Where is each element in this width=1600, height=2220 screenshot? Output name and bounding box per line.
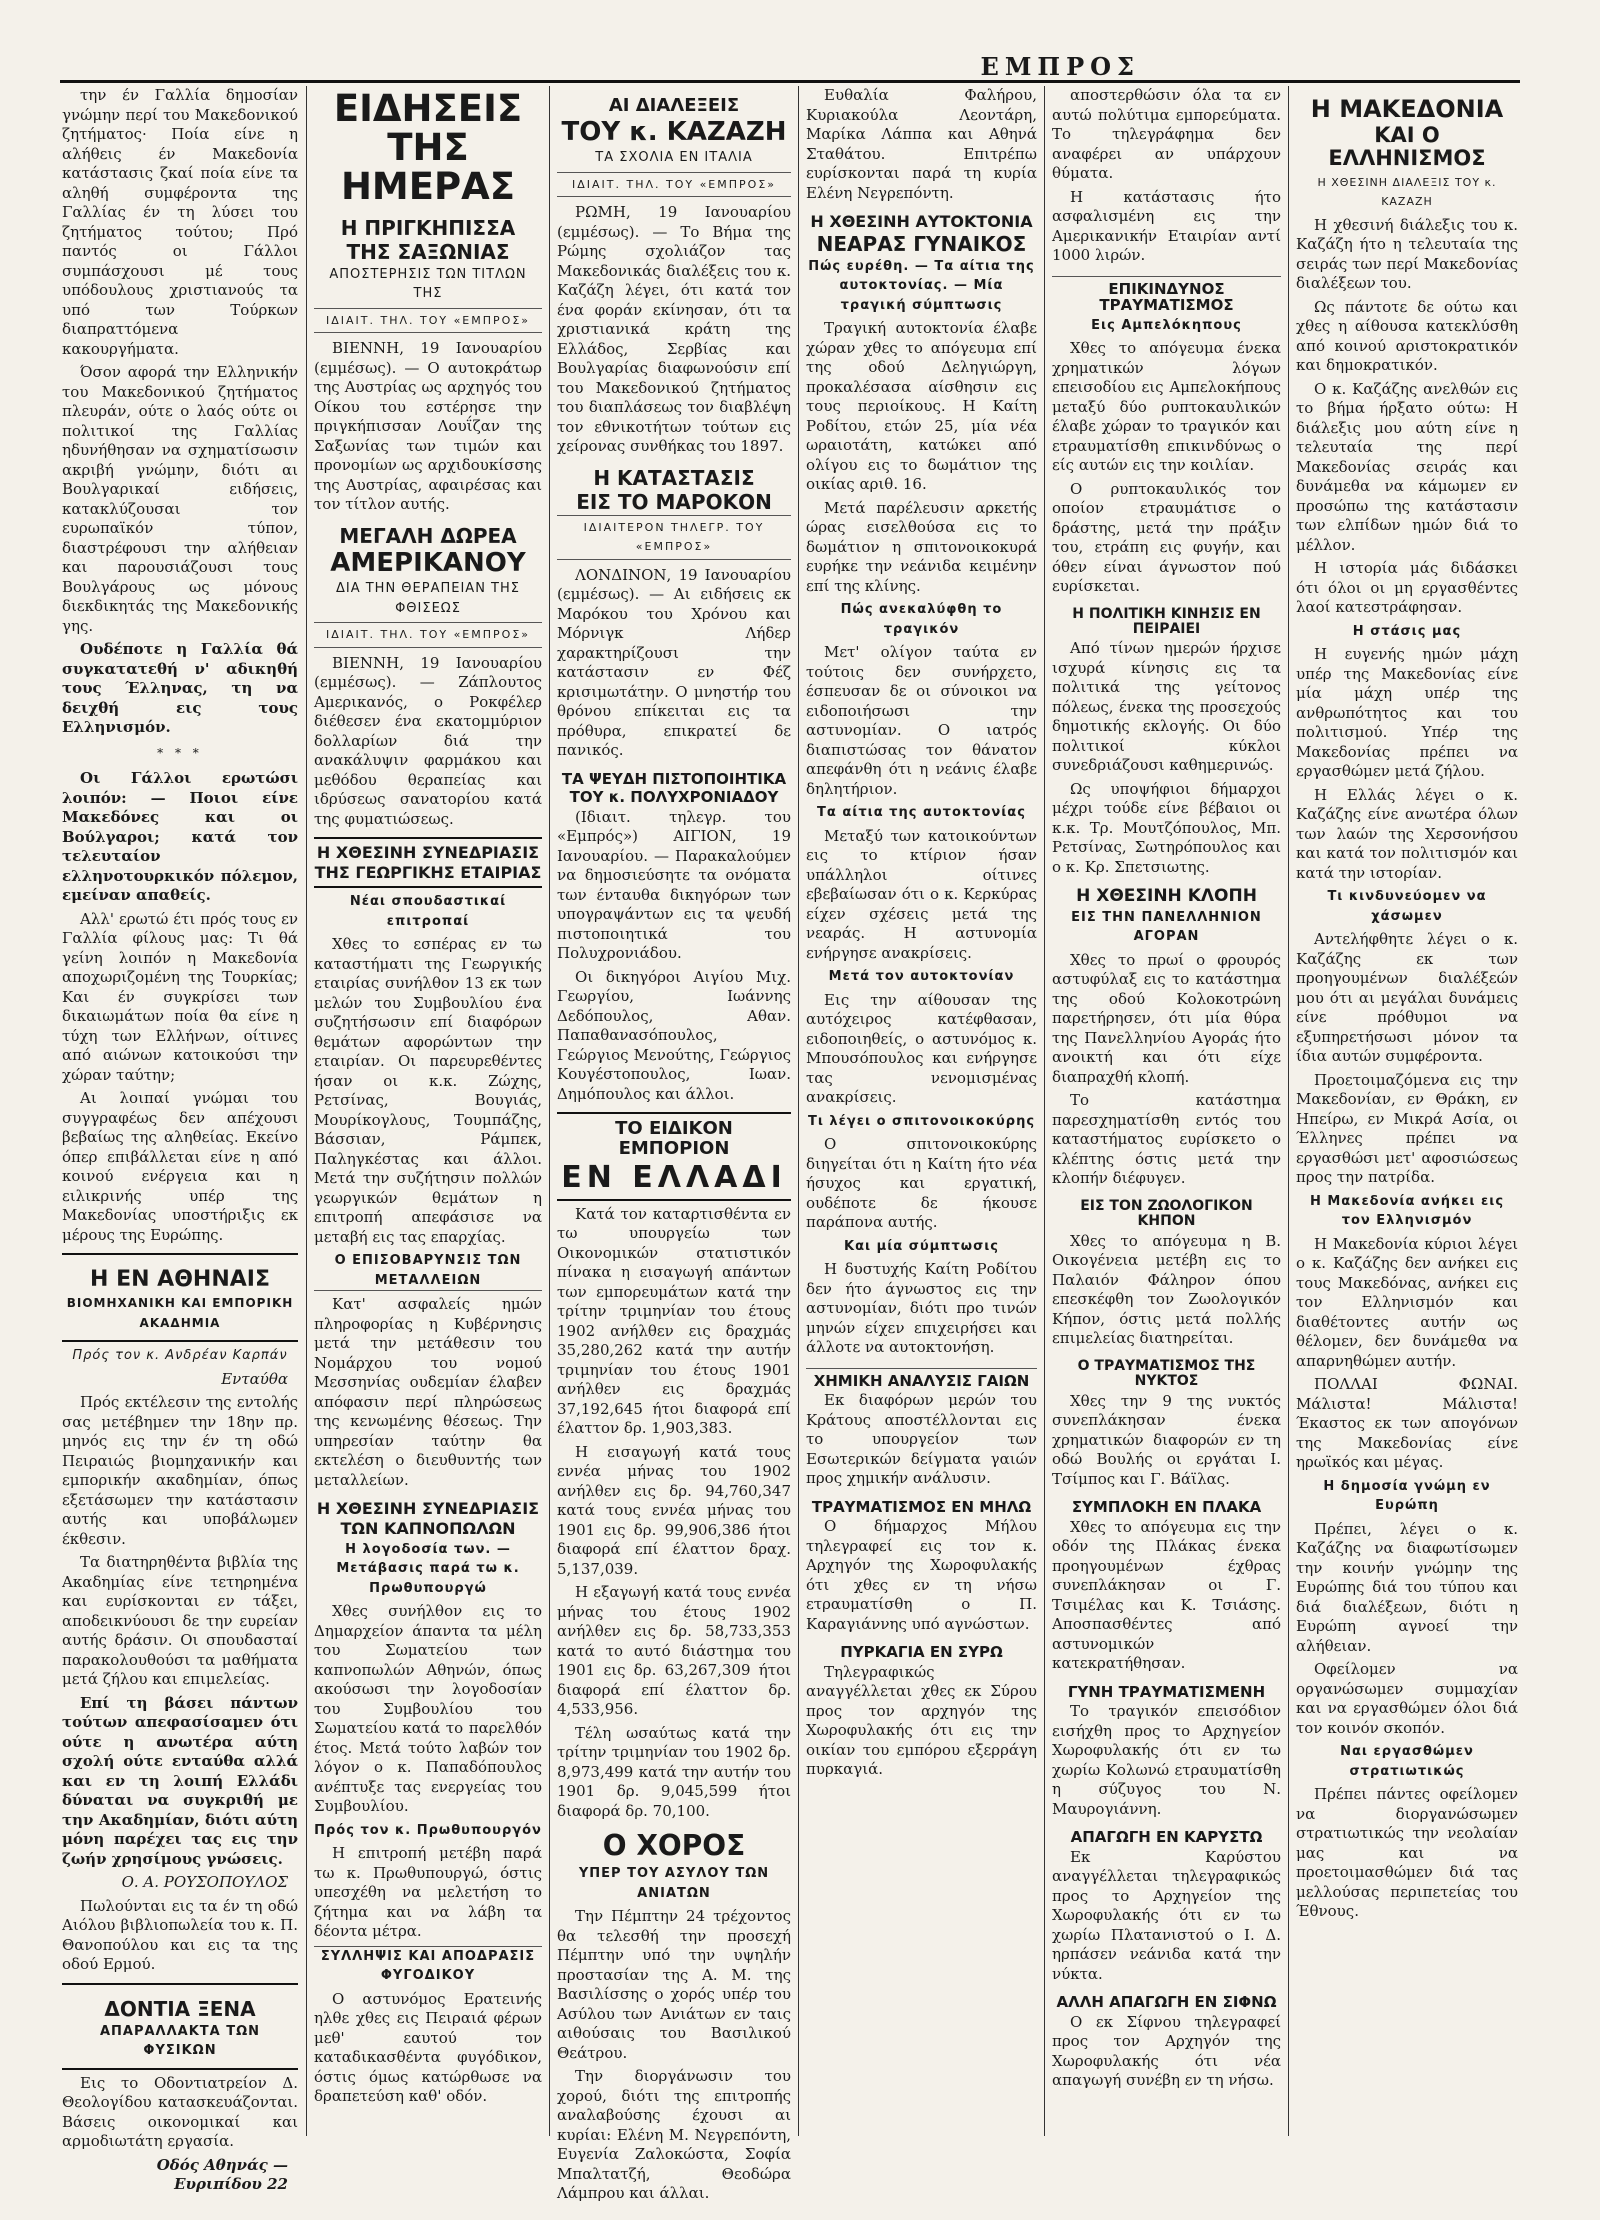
headline: ΤΟΥ κ. ΚΑΖΑΖΗ	[561, 116, 787, 147]
headline: Η ΕΝ ΑΘΗΝΑΙΣ	[90, 1267, 270, 1292]
headline: ΤΟΥ κ. ΠΟΛΥΧΡΟΝΙΑΔΟΥ	[569, 788, 779, 807]
lead-line: Μετά τον αυτοκτονίαν	[828, 969, 1015, 985]
lead-line: Και μία σύμπτωσις	[844, 1238, 999, 1254]
article-paragraph: Την Πέμπτην 24 τρέχοντος θα τελεσθή την προσεχή Πέμπτην υπό την υψηλήν προστασίαν της Α. Μ. της Βασιλίσσης ο χορός υπέρ του Ασύλου των Ανιάτων εν ταις αιθούσαις του Βασιλικού Θεάτρου.	[557, 1907, 791, 2062]
article-paragraph: Τηλεγραφικώς αναγγέλλεται χθες εκ Σύρου προς τον αρχηγόν της Χωροφυλακής ότι εις την οικίαν του εμπόρου εξερράγη πυρκαγιά.	[806, 1662, 1037, 1779]
headline: ΑΜΕΡΙΚΑΝΟΥ	[330, 547, 526, 578]
headline: Η ΧΘΕΣΙΝΗ ΑΥΤΟΚΤΟΝΙΑ	[810, 212, 1033, 231]
headline: ΝΕΑΡΑΣ ΓΥΝΑΙΚΟΣ	[816, 231, 1027, 256]
headline: ΤΟ ΕΙΔΙΚΟΝ ΕΜΠΟΡΙΟΝ	[615, 1118, 733, 1160]
headline: Ο ΕΠΙΣΟΒΑΡΥΝΣΙΣ ΤΩΝ ΜΕΤΑΛΛΕΙΩΝ	[314, 1251, 542, 1291]
article-paragraph: Επί τη βάσει πάντων τούτων απεφασίσαμεν ότι ούτε η ανωτέρα αύτη σχολή ούτε ενταύθα αλλά και εν τη λοιπή Ελλάδι δύναται να συγκριθή με την Ακαδημίαν, διότι αύτη μόνη παρέχει τας εις την ζωήν χρησίμους γνώσεις.	[62, 1693, 298, 1868]
headline: ΕΝ ΕΛΛΑΔΙ	[561, 1159, 787, 1195]
letter-recipient: Πρός τον κ. Ανδρέαν Καρπάν	[72, 1348, 288, 1364]
article-paragraph: Χθες συνήλθον εις το Δημαρχείον άπαντα τα μέλη του Σωματείου των καπνοπωλών Αθηνών, όπως ακούσωσι την λογοδοσίαν του Συμβουλίου του Σωματείου κατά το παρελθόν έτος. Μετά τούτο λαβών τον λόγον ο κ. Παπαδόπουλος ανέπτυξε τας ενεργείας του Συμβουλίου.	[314, 1602, 542, 1815]
headline: Η ΠΡΙΓΚΗΠΙΣΣΑ	[340, 215, 516, 240]
article-paragraph: Η εξαγωγή κατά τους εννέα μήνας του έτους 1902 ανήλθεν εις δρ. 58,733,353 κατά το αυτό διάστημα του 1901 εις δρ. 63,267,309 ήτοι διαφορά επί έλαττον δρ. 4,533,956.	[557, 1583, 791, 1719]
headline: ΧΗΜΙΚΗ ΑΝΑΛΥΣΙΣ ΓΑΙΩΝ	[806, 1368, 1037, 1390]
article-paragraph: Χθες το πρωί ο φρουρός αστυφύλαξ εις το κατάστημα της οδού Κολοκοτρώνη παρετήρησεν, ότι μία θύρα της Πανελληνίου Αγοράς ήτο ανοικτή και ότι είχε διαπραχθή κλοπή.	[1052, 950, 1281, 1086]
article-paragraph: Πρέπει πάντες οφείλομεν να διοργανώσωμεν στρατιωτικώς την νεολαίαν μας και να προετοιμασθώμεν διά τας μελλούσας περιπετείας του Έθνους.	[1296, 1785, 1518, 1921]
article-paragraph: Χθες το απόγευμα εις την οδόν της Πλάκας ένεκα προηγουμένων έχθρας συνεπλάκησαν οι Γ. Τσιμέλας και Κ. Τσιάσης. Αποσπασθέντες από αστυνομικών κατεκρατήθησαν.	[1052, 1517, 1281, 1673]
lead-line: Νέαι σπουδαστικαί επιτροπαί	[349, 894, 507, 929]
article-paragraph: Την διοργάνωσιν του χορού, διότι της επιτροπής αναλαβούσης έχουσι αι κυρίαι: Ελένη Μ. Νεγρεπόντη, Ευγενία Ζαλοκώστα, Σοφία Μπαλτατζή, Θεοδώρα Λάμπρου και άλλαι.	[557, 2067, 791, 2203]
article-paragraph: Από τίνων ημερών ήρχισε ισχυρά κίνησις εις τα πολιτικά της γείτονος πόλεως, ένεκα της προσεχούς δημοτικής εκλογής. Οι δύο πολιτικοί κύκλοι συνεδριάζουσι καθημερινώς.	[1052, 639, 1281, 775]
lead-line: Τα αίτια της αυτοκτονίας	[817, 805, 1026, 821]
subheadline: ΔΙΑ ΤΗΝ ΘΕΡΑΠΕΙΑΝ ΤΗΣ ΦΘΙΣΕΩΣ	[335, 581, 520, 616]
lead-line: Εις Αμπελόκηπους	[1091, 317, 1242, 333]
article-paragraph: Η εισαγωγή κατά τους εννέα μήνας του 1902 ανήλθεν εις δρ. 94,760,347 κατά τους εννέα μήνας του 1901 εις δρ. 99,906,386 ήτοι διαφορά επί έλαττον δραχ. 5,137,039.	[557, 1442, 791, 1578]
byline: ΙΔΙΑΙΤ. ΤΗΛ. ΤΟΥ «ΕΜΠΡΟΣ»	[557, 172, 791, 198]
article-paragraph: Η ευγενής ημών μάχη υπέρ της Μακεδονίας είνε μία μάχη υπέρ της ανθρωπότητος και του πολιτισμού. Υπέρ της Μακεδονίας πρέπει να εργασθώμεν μετά ζήλου.	[1296, 645, 1518, 781]
article-paragraph: Οι Γάλλοι ερωτώσι λοιπόν: — Ποιοι είνε Μακεδόνες και οι Βούλγαροι; κατά τον τελευταίον ελληνοτουρκικόν πόλεμον, εμείναν απαθείς.	[62, 769, 298, 904]
article-paragraph: ΒΙΕΝΝΗ, 19 Ιανουαρίου (εμμέσως). — Ο αυτοκράτωρ της Αυστρίας ως αρχηγός του Οίκου του εστέρησε την πριγκήπισσαν Λουΐζαν της Σαξωνίας των τιμών και προνομίων ως αρχιδουκίσσης της Αυστρίας, αφαιρέσας και τον τίτλον αυτής.	[314, 339, 542, 514]
headline: ΣΥΛΛΗΨΙΣ ΚΑΙ ΑΠΟΔΡΑΣΙΣ ΦΥΓΟΔΙΚΟΥ	[314, 1946, 542, 1986]
article-paragraph: ΡΩΜΗ, 19 Ιανουαρίου (εμμέσως). — Το Βήμα της Ρώμης σχολιάζον τας Μακεδονικάς διαλέξεις του κ. Καζάζη λέγει, ότι κατά τον ένα φοράν εκίνησαν, ότι τα χριστιανικά κράτη της Ελλάδος, Σερβίας και Βουλγαρίας διαφωνούσιν επί του Μακεδονικού ζητήματος του διαπλάσεως τον διαβλέψη τον εθνικοτήτων τούτων εις χείρονας συνθήκας του 1897.	[557, 203, 791, 456]
article-paragraph: Η Μακεδονία κύριοι λέγει ο κ. Καζάζης δεν ανήκει εις τους Μακεδόνας, ανήκει εις τον Ελληνισμόν και διαθέτοντες αυτήν ως θέλομεν, δεν δυνάμεθα να απαρνηθώμεν αυτήν.	[1296, 1234, 1518, 1370]
column-3	[557, 86, 791, 2203]
lead-line: Η στάσις μας	[1352, 623, 1462, 639]
article-paragraph: (Ιδιαιτ. τηλεγρ. του «Εμπρός») ΑΙΓΙΟΝ, 19 Ιανουαρίου. — Παρακαλούμεν να δημοσιεύσητε τα ονόματα των ένταυθα δικηγόρων των υπογραψάντων εις τα ψευδή πιστοποιητικά του Πολυχρονιάδου.	[557, 807, 791, 963]
article-paragraph: Ως υποψήφιοι δήμαρχοι μέχρι τούδε είνε βέβαιοι οι κ.κ. Τρ. Μουτζόπουλος, Μπ. Ρετσίνας, Σωτηρόπουλος και ο κ. Κρ. Σπετσιωτης.	[1052, 779, 1281, 876]
article-paragraph: Ουδέποτε η Γαλλία θά συγκατατεθή ν' αδικηθή τους Έλληνας, τη να δειχθή εις τους Ελληνισμόν.	[62, 640, 298, 736]
article-paragraph: ΒΙΕΝΝΗ, 19 Ιανουαρίου (εμμέσως). — Ζάπλουτος Αμερικανός, ο Ροκφέλερ διέθεσεν ένα εκατομμύριον δολλαρίων διά την ανακάλυψιν φαρμάκου και μεθόδου θεραπείας και ιδρύσεως σανατορίου κατά της φυματιώσεως.	[314, 653, 542, 828]
headline: ΤΗΣ ΓΕΩΡΓΙΚΗΣ ΕΤΑΙΡΙΑΣ	[314, 862, 542, 882]
article-paragraph: Μετά παρέλευσιν αρκετής ώρας εισελθούσα εις το δωμάτιον η σπιτονοικοκυρά ευρήκε την νεάνιδα κειμένην επί της κλίνης.	[806, 498, 1037, 595]
article-paragraph: Οι δικηγόροι Αιγίου Μιχ. Γεωργίου, Ιωάννης Δεδόπουλος, Αθαν. Παπαθανασόπουλος, Γεώργιος Μενούτης, Γεώργιος Κουγέστοπουλος, Ιωαν. Δημόπουλος και άλλοι.	[557, 967, 791, 1103]
byline: ΙΔΙΑΙΤΕΡΟΝ ΤΗΛΕΓΡ. ΤΟΥ «ΕΜΠΡΟΣ»	[557, 515, 791, 560]
subheadline: ΤΑ ΣΧΟΛΙΑ ΕΝ ΙΤΑΛΙΑ	[595, 150, 753, 166]
newspaper-title: ΕΜΠΡΟΣ	[980, 52, 1140, 81]
headline: ΑΙ ΔΙΑΛΕΞΕΙΣ	[608, 95, 740, 116]
section-headline: ΕΙΔΗΣΕΙΣ ΤΗΣ ΗΜΕΡΑΣ	[333, 87, 523, 208]
headline: ΣΥΜΠΛΟΚΗ ΕΝ ΠΛΑΚΑ	[1071, 1498, 1262, 1517]
article-paragraph: Χθες την 9 της νυκτός συνεπλάκησαν ένεκα χρηματικών διαφορών εν τη οδώ Βουλής οι εργάται Ι. Τσίμπος και Γ. Βάϊλας.	[1052, 1391, 1281, 1488]
headline: ΑΠΑΓΩΓΗ ΕΝ ΚΑΡΥΣΤΩ	[1070, 1828, 1263, 1847]
article-paragraph: Ευθαλία Φαλήρου, Κυριακούλα Λεοντάρη, Μαρίκα Λάππα και Αθηνά Σταθάτου. Επιτρέπω ευρίσκονται παρά τη κυρία Ελένη Νεγρεπόντη.	[806, 86, 1037, 202]
article-paragraph: Εις την αίθουσαν της αυτόχειρος κατέφθασαν, ειδοποιηθείς, ο αστυνόμος κ. Μπουσόπουλος και ενήργησε τας νενομισμένας ανακρίσεις.	[806, 990, 1037, 1107]
article-paragraph: ΠΟΛΛΑΙ ΦΩΝΑΙ. Μάλιστα! Μάλιστα! Έκαστος εκ των απογόνων της Μακεδονίας είνε ηρωϊκός και μέγας.	[1296, 1375, 1518, 1472]
article-paragraph: Ο εκ Σίφνου τηλεγραφεί προς τον Αρχηγόν της Χωροφυλακής ότι νέα απαγωγή συνέβη εν τη νήσω.	[1052, 2012, 1281, 2090]
headline: ΤΗΣ ΣΑΞΩΝΙΑΣ	[346, 239, 510, 264]
article-paragraph: Χθες το εσπέρας εν τω καταστήματι της Γεωργικής εταιρίας συνήλθον 13 εκ των μελών του Συμβουλίου ένα συζητήσωσιν επί διαφόρων θεμάτων αφορώντων την εταιρίαν. Οι παρευρεθέντες ήσαν οι κ.κ. Ζώχης, Ρετσίνας, Βουγιάς, Μουρίκογλους, Τουμπάζης, Βάσσιαν, Ράμπεκ, Παληγκέστας και άλλοι. Μετά την συζήτησιν πολλών γεωργικών θεμάτων η επιτροπή απεφάσισε να μεταβή εις τας επαρχίας.	[314, 935, 542, 1246]
column-rule	[1044, 86, 1045, 2136]
article-paragraph: Κατ' ασφαλείς ημών πληροφορίας η Κυβέρνησις μετά την μετάθεσιν του Νομάρχου του νομού Μεσσηνίας ουδεμίαν έλαβεν απόφασιν περί πληρώσεως της κενωμένης θέσεως. Την υπηρεσίαν ταύτην θα εκτελέση ο διευθυντής των μεταλλείων.	[314, 1295, 542, 1489]
headline: ΤΑ ΨΕΥΔΗ ΠΙΣΤΟΠΟΙΗΤΙΚΑ	[561, 769, 787, 788]
lead-line: Πώς ανεκαλύφθη το τραγικόν	[840, 602, 1003, 637]
ad-headline: ΔΟΝΤΙΑ ΞΕΝΑ	[104, 1996, 256, 2021]
column-5	[1052, 86, 1281, 2136]
subheadline: Η ΧΘΕΣΙΝΗ ΔΙΑΛΕΞΙΣ ΤΟΥ κ. ΚΑΖΑΖΗ	[1317, 175, 1497, 209]
headline: Η ΧΘΕΣΙΝΗ ΚΛΟΠΗ	[1076, 886, 1257, 907]
article-paragraph: Πρέπει, λέγει ο κ. Καζάζης να διαφωτίσωμεν την κοινήν γνώμην της Ευρώπης διά του τύπου και διά διαλέξεων, διότι η Ευρώπη αγνοεί την αλήθειαν.	[1296, 1519, 1518, 1655]
lead-line: Η δημοσία γνώμη εν Ευρώπη	[1323, 1478, 1491, 1514]
byline: ΙΔΙΑΙΤ. ΤΗΛ. ΤΟΥ «ΕΜΠΡΟΣ»	[314, 622, 542, 648]
article-paragraph: Πρός εκτέλεσιν της εντολής σας μετέβημεν την 18ην πρ. μηνός εις την έν τη οδώ Πειραιώς βιομηχανικήν και εμπορικήν ακαδημίαν, όπως εξετάσωμεν την κατάστασιν αυτής και υποβάλωμεν έκθεσιν.	[62, 1393, 298, 1548]
article-paragraph: Τα διατηρηθέντα βιβλία της Ακαδημίας είνε τετηρημένα και ευρίσκονται εν τάξει, αποδεικνύουσι δε την ευρείαν αυτής δράσιν. Οι σπουδασταί παρακολουθούσι τα μαθήματα μετά ζήλου και επιμελείας.	[62, 1553, 298, 1689]
article-paragraph: Μεταξύ των κατοικούντων εις το κτίριον ήσαν υπάλληλοι οίτινες εβεβαίωσαν ότι ο κ. Κερκύρας είχεν σχέσεις μετά της νεαράς. Η αστυνομία ενήργησε ανακρίσεις.	[806, 826, 1037, 962]
headline: ΠΥΡΚΑΓΙΑ ΕΝ ΣΥΡΩ	[840, 1643, 1003, 1662]
column-rule	[549, 86, 550, 2136]
article-paragraph: Πωλούνται εις τα έν τη οδώ Αιόλου βιβλιοπωλεία του κ. Π. Θανοπούλου και εις τα της οδού Ερμού.	[62, 1896, 298, 1974]
article-paragraph: Χθες το απόγευμα η Β. Οικογένεια μετέβη εις το Παλαιόν Φάληρον όπου επεσκέφθη τον Ζωολογικόν Κήπον, όστις μετά πολλής επιμελείας διατηρείται.	[1052, 1231, 1281, 1348]
headline: ΕΠΙΚΙΝΔΥΝΟΣ ΤΡΑΥΜΑΤΙΣΜΟΣ	[1052, 276, 1281, 314]
lead-line: Η Μακεδονία ανήκει εις τον Ελληνισμόν	[1309, 1193, 1505, 1229]
subheadline: ΕΙΣ ΤΗΝ ΠΑΝΕΛΛΗΝΙΟΝ ΑΓΟΡΑΝ	[1071, 909, 1262, 945]
headline: ΤΡΑΥΜΑΤΙΣΜΟΣ ΕΝ ΜΗΛΩ	[811, 1497, 1032, 1516]
masthead	[60, 52, 1520, 83]
article-paragraph: Εκ Καρύστου αναγγέλλεται τηλεγραφικώς προς το Αρχηγείον της Χωροφυλακής ότι εν τω χωρίω Πλατανιστού ο Ι. Δ. ηρπάσεν νεάνιδα κατά την νύκτα.	[1052, 1847, 1281, 1983]
article-paragraph: Ο ρυπτοκαυλικός τον οποίον ετραυμάτισε ο δράστης, μετά την πράξιν του, ετράπη εις φυγήν, και όθεν είναι άγνωστον πού ευρίσκεται.	[1052, 479, 1281, 595]
column-rule	[306, 86, 307, 2136]
headline: Η ΧΘΕΣΙΝΗ ΣΥΝΕΔΡΙΑΣΙΣ	[316, 843, 540, 863]
lead-line: Πώς ευρέθη. — Τα αίτια της αυτοκτονίας. — Μία τραγική σύμπτωσις	[808, 258, 1035, 313]
ad-address: Οδός Αθηνάς — Ευριπίδου 22	[156, 2155, 288, 2194]
headline: ΓΥΝΗ ΤΡΑΥΜΑΤΙΣΜΕΝΗ	[1067, 1682, 1266, 1701]
lead-line: Ναι εργασθώμεν στρατιωτικώς	[1340, 1744, 1474, 1779]
column-1	[62, 86, 298, 2194]
article-paragraph: Εκ διαφόρων μερών του Κράτους αποστέλλονται εις το υπουργείον των Εσωτερικών δείγματα γαιών προς χημικήν ανάλυσιν.	[806, 1391, 1037, 1488]
article-paragraph: Ο σπιτονοικοκύρης διηγείται ότι η Καίτη ήτο νέα ήσυχος και εργατική, ουδέποτε δε ήκουσε παράπονα αυτής.	[806, 1135, 1037, 1232]
article-paragraph: Ο αστυνόμος Ερατεινής ηλθε χθες εις Πειραιά φέρων μεθ' εαυτού τον καταδικασθέντα φυγόδικον, όστις όμως κατώρθωσε να δραπετεύση καθ' οδόν.	[314, 1989, 542, 2105]
article-paragraph: Η ιστορία μάς διδάσκει ότι όλοι οι μη εργασθέντες λαοί κατεστράφησαν.	[1296, 559, 1518, 617]
article-paragraph: Τέλη ωσαύτως κατά την τρίτην τριμηνίαν του 1902 δρ. 8,973,499 κατά την αυτήν του 1901 δρ. 9,045,599 ήτοι διαφορά δρ. 70,100.	[557, 1723, 791, 1820]
article-paragraph: Η επιτροπή μετέβη παρά τω κ. Πρωθυπουργώ, όστις υπεσχέθη να μελετήση το ζήτημα και να λάβη τα δέοντα μέτρα.	[314, 1844, 542, 1940]
article-paragraph: Αι λοιπαί γνώμαι του συγγραφέως δεν απέχουσι βεβαίως της αληθείας. Εκείνο όπερ επιβάλλεται είνε η από κοινού ενέργεια και η ειλικρινής υπέρ της Μακεδονίας υποστήριξις εκ μέρους της Ευρώπης.	[62, 1089, 298, 1244]
article-paragraph: Τραγική αυτοκτονία έλαβε χώραν χθες το απόγευμα επί της οδού Δεληγιώργη, προκαλέσασα αίσθησιν εις τους περιοίκους. Η Καίτη Ροδίτου, ετών 25, μία νέα ωραιοτάτη, κατώκει από ολίγου εις το δωμάτιον της οικίας αριθ. 16.	[806, 319, 1037, 494]
lead-line: Πρός τον κ. Πρωθυπουργόν	[314, 1822, 542, 1838]
headline: ΕΙΣ ΤΟΝ ΖΩΟΛΟΓΙΚΟΝ ΚΗΠΟΝ	[1080, 1197, 1253, 1230]
article-paragraph: Η χθεσινή διάλεξις του κ. Καζάζη ήτο η τελευταία της σειράς των περί Μακεδονίας διαλέξεων του.	[1296, 215, 1518, 293]
article-paragraph: Χθες το απόγευμα ένεκα χρηματικών λόγων επεισοδίου εις Αμπελοκήπους μεταξύ δύο ρυπτοκαυλικών έλαβε χώραν το τραγικόν και ετραυματίσθη επικινδύνως ο είς αυτών εις την κοιλίαν.	[1052, 339, 1281, 474]
column-2	[314, 86, 542, 2136]
article-paragraph: Το τραγικόν επεισόδιον εισήχθη προς το Αρχηγείον Χωροφυλακής ότι εν τω χωρίω Κολωνώ ετραυματίσθη η σύζυγος του Ν. Μαυρογιάννη.	[1052, 1702, 1281, 1818]
column-rule	[798, 86, 799, 2136]
separator: * * *	[157, 745, 203, 760]
headline: ΕΙΣ ΤΟ ΜΑΡΟΚΟΝ	[576, 489, 772, 514]
headline: Η ΠΟΛΙΤΙΚΗ ΚΙΝΗΣΙΣ ΕΝ ΠΕΙΡΑΙΕΙ	[1072, 605, 1261, 637]
lead-line: Η λογοδοσία των. — Μετάβασις παρά τω κ. Πρωθυπουργώ	[336, 1541, 520, 1596]
article-paragraph: Η δυστυχής Καίτη Ροδίτου δεν ήτο άγνωστος εις την αστυνομίαν, διότι προ τινών μηνών είχεν επιχειρήσει και άλλοτε να αυτοκτονήση.	[806, 1260, 1037, 1357]
article-paragraph: Ο κ. Καζάζης ανελθών εις το βήμα ήρξατο ούτω: Η διάλεξις μου αύτη είνε η τελευταία της περί Μακεδονίας σειράς και δυνάμεθα να κάμωμεν εν προσώπω της κατάστασιν των ελπίδων ημών διά το μέλλον.	[1296, 379, 1518, 554]
article-paragraph: Ο δήμαρχος Μήλου τηλεγραφεί εις τον κ. Αρχηγόν της Χωροφυλακής ότι χθες εν τη νήσω ετραυματίσθη ο Π. Καραγιάννης υπό αγνώστων.	[806, 1517, 1037, 1633]
column-4	[806, 86, 1037, 2136]
lead-line: Τι κινδυνεύομεν να χάσωμεν	[1327, 889, 1487, 924]
article-paragraph: Η Ελλάς λέγει ο κ. Καζάζης είνε ανωτέρα όλων των λαών της Χερσονήσου και κατά τον πολιτισμόν και κατά την ιστορίαν.	[1296, 785, 1518, 882]
signature: Ο. Α. ΡΟΥΣΟΠΟΥΛΟΣ	[121, 1873, 288, 1892]
byline: ΙΔΙΑΙΤ. ΤΗΛ. ΤΟΥ «ΕΜΠΡΟΣ»	[314, 308, 542, 334]
ad-text: Εις το Οδοντιατρείον Δ. Θεολογίδου κατασκευάζονται. Βάσεις οικονομικαί και αρμοδιωτάτη εργασία.	[62, 2073, 298, 2151]
article-paragraph: Προετοιμαζόμενα εις την Μακεδονίαν, εν Θράκη, εν Ηπείρω, εν Μικρά Ασία, οι Έλληνες πρέπει να εργασθώσι μετ' αφοσιώσεως προς την πατρίδα.	[1296, 1070, 1518, 1187]
article-paragraph: Ως πάντοτε δε ούτω και χθες η αίθουσα κατεκλύσθη από κοινού αριστοκρατικόν και δημοκρατικόν.	[1296, 297, 1518, 375]
article-paragraph: Μετ' ολίγον ταύτα εν τούτοις δεν συνήρχετο, έσπευσαν δε οι σύνοικοι να ειδοποιήσωσι την αστυνομίαν. Ο ιατρός διαπιστώσας τον θάνατον απεφάνθη ότι η νεάνις έλαβε δηλητήριον.	[806, 643, 1037, 798]
headline: Η ΧΘΕΣΙΝΗ ΣΥΝΕΔΡΙΑΣΙΣ	[316, 1499, 540, 1519]
article-paragraph: την έν Γαλλία δημοσίαν γνώμην περί του Μακεδονικού ζητήματος· Ποία είνε η αλήθεις έν Μακεδονία κατάστασις ζκαί ποία είνε τα αληθή συμφέροντα της Γαλλίας έν τη λύσει του ζητήματος τούτου; Πρό παντός οι Γάλλοι συμπάσχουσι μέ τους υπόδουλους χριστιανούς τα υπό των Τούρκων διαπραττόμενα κακουργήματα.	[62, 86, 298, 358]
article-paragraph: ΛΟΝΔΙΝΟΝ, 19 Ιανουαρίου (εμμέσως). — Αι ειδήσεις εκ Μαρόκου του Χρόνου και Μόρνιγκ Λήδερ χαρακτηρίζουσι την κατάστασιν εν Φέζ κρισιμωτάτην. Ο μνηστήρ του θρόνου επίκειται εις τα πρόθυρα, επικρατεί δε πανικός.	[557, 565, 791, 760]
article-paragraph: Αλλ' ερωτώ έτι πρός τους εν Γαλλία φίλους μας: Τι θά γείνη λοιπόν η Μακεδονία αποχωριζομένη της Τουρκίας; Και έν συγκρίσει των δικαιωμάτων ποία θα είνε η τύχη των Ελλήνων, οίτινες από αιώνων κατοικούσι την χώραν ταύτην;	[62, 909, 298, 1084]
subheadline: ΑΠΟΣΤΕΡΗΣΙΣ ΤΩΝ ΤΙΤΛΩΝ ΤΗΣ	[329, 266, 527, 302]
column-rule	[1288, 86, 1289, 2136]
headline: Η ΜΑΚΕΔΟΝΙΑ	[1310, 95, 1504, 123]
headline: ΑΛΛΗ ΑΠΑΓΩΓΗ ΕΝ ΣΙΦΝΩ	[1056, 1993, 1277, 2012]
article-paragraph: Όσον αφορά την Ελληνικήν του Μακεδονικού ζητήματος πλευράν, ούτε ο λαός ούτε οι πολιτικοί της Γαλλίας ηδυνήθησαν να σχηματίσωσιν ακριβή γνώμην, διότι αι Βουλγαρικαί ειδήσεις, κατακλύζουσαι τον ευρωπαϊκόν τύπον, διαστρέφουσι την αλήθειαν και παρουσιάζουσι τους Βουλγάρους ως μόνους διεκδικητάς της Μακεδονικής γης.	[62, 363, 298, 635]
column-6	[1296, 86, 1518, 2136]
article-paragraph: Η κατάστασις ήτο ασφαλισμένη εις την Αμερικανικήν Εταιρίαν αντί 1000 λιρών.	[1052, 187, 1281, 264]
ad-subheadline: ΑΠΑΡΑΛΛΑΚΤΑ ΤΩΝ ΦΥΣΙΚΩΝ	[99, 2023, 261, 2059]
lead-line: Τι λέγει ο σπιτονοικοκύρης	[807, 1113, 1036, 1129]
headline: Ο ΤΡΑΥΜΑΤΙΣΜΟΣ ΤΗΣ ΝΥΚΤΟΣ	[1077, 1357, 1256, 1390]
headline: ΚΑΙ Ο ΕΛΛΗΝΙΣΜΟΣ	[1328, 123, 1486, 171]
article-paragraph: Οφείλομεν να οργανώσωμεν συμμαχίαν και να εργασθώμεν όλοι διά τον κοινόν σκοπόν.	[1296, 1660, 1518, 1737]
article-paragraph: Αντελήφθητε λέγει ο κ. Καζάζης εκ των προηγουμένων διαλέξεών μου ότι αι μεγάλαι δυνάμεις είνε πρόθυμοι να εξυπηρετήσωσι μόνον τα ίδια αυτών συμφέροντα.	[1296, 930, 1518, 1066]
article-paragraph: Το κατάστημα παρεσχηματίσθη εντός του καταστήματος ευρίσκετο ο κλέπτης όστις μετά την κλοπήν διέφυγεν.	[1052, 1091, 1281, 1188]
headline: Η ΚΑΤΑΣΤΑΣΙΣ	[593, 465, 755, 490]
headline: ΜΕΓΑΛΗ ΔΩΡΕΑ	[339, 523, 517, 548]
headline: ΤΩΝ ΚΑΠΝΟΠΩΛΩΝ	[340, 1518, 516, 1538]
subheadline: ΥΠΕΡ ΤΟΥ ΑΣΥΛΟΥ ΤΩΝ ΑΝΙΑΤΩΝ	[578, 1866, 770, 1901]
article-paragraph: αποστερθώσιν όλα τα εν αυτώ πολύτιμα εμπορεύματα. Το τηλεγράφημα δεν αναφέρει αν υπάρχουν θύματα.	[1052, 86, 1281, 182]
letter-place: Ενταύθα	[221, 1369, 288, 1388]
article-paragraph: Κατά τον καταρτισθέντα εν τω υπουργείω των Οικονομικών στατιστικόν πίνακα η εισαγωγή απάντων των εμπορευμάτων κατά την τρίτην τριμηνίαν του έτους 1902 ανήλθεν εις δραχμάς 35,280,262 κατά την αυτήν τριμηνίαν του έτους 1901 ανήλθεν εις δραχμάς 37,192,645 ήτοι διαφορά επί έλαττον δρ. 1,903,383.	[557, 1204, 791, 1438]
headline: Ο ΧΟΡΟΣ	[602, 1829, 746, 1863]
subheadline: ΒΙΟΜΗΧΑΝΙΚΗ ΚΑΙ ΕΜΠΟΡΙΚΗ ΑΚΑΔΗΜΙΑ	[66, 1296, 294, 1330]
